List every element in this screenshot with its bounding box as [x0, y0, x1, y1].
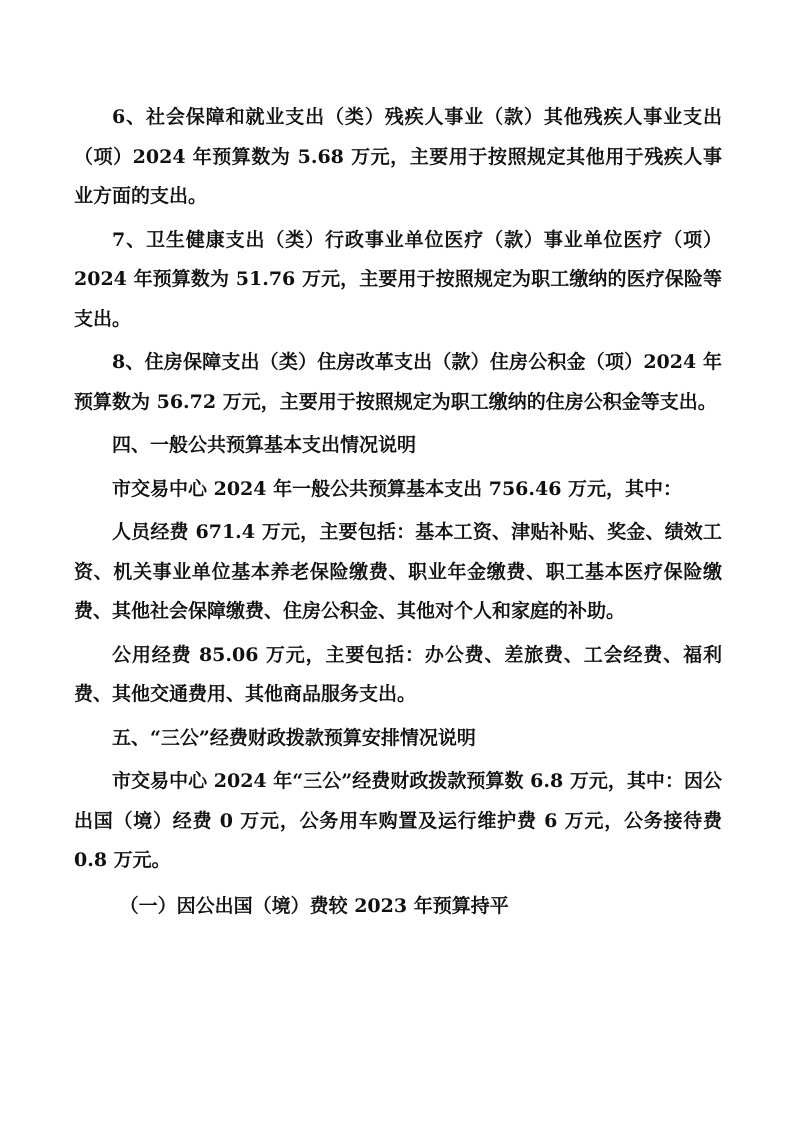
section-heading-5: 五、“三公”经费财政拨款预算安排情况说明: [112, 726, 476, 749]
section-heading-4: 四、一般公共预算基本支出情况说明: [112, 434, 417, 456]
paragraph-basic-expenditure-total: 市交易中心 2024 年一般公共预算基本支出 756.46 万元，其中：: [112, 477, 683, 500]
paragraph-item-7-health-expenditure: 7、卫生健康支出（类）行政事业单位医疗（款）事业单位医疗（项）2024 年预算数为 51.76 万元，主要用于按照规定为职工缴纳的医疗保险等支出。: [74, 228, 722, 330]
paragraph-item-8-housing-expenditure: 8、住房保障支出（类）住房改革支出（款）住房公积金（项）2024 年预算数为 56.72 万元，主要用于按照规定为职工缴纳的住房公积金等支出。: [74, 351, 722, 413]
paragraph-three-public-expenses: 市交易中心 2024 年“三公”经费财政拨款预算数 6.8 万元，其中：因公出国（境）经费 0 万元，公务用车购置及运行维护费 6 万元，公务接待费 0.8 万元。: [74, 770, 722, 871]
paragraph-public-expenses: 公用经费 85.06 万元，主要包括：办公费、差旅费、工会经费、福利费、其他交通费用、其他商品服务支出。: [74, 643, 722, 705]
paragraph-personnel-expenses: 人员经费 671.4 万元，主要包括：基本工资、津贴补贴、奖金、绩效工资、机关事业单位基本养老保险缴费、职业年金缴费、职工基本医疗保险缴费、其他社会保障缴费、住房公积金、其他对个人和家庭的补助。: [74, 521, 722, 622]
paragraph-item-6-disability-expenditure: 6、社会保障和就业支出（类）残疾人事业（款）其他残疾人事业支出（项）2024 年预算数为 5.68 万元，主要用于按照规定其他用于残疾人事业方面的支出。: [74, 106, 722, 207]
document-page: [74, 98, 722, 930]
subsection-heading-1: （一）因公出国（境）费较 2023 年预算持平: [119, 894, 509, 917]
